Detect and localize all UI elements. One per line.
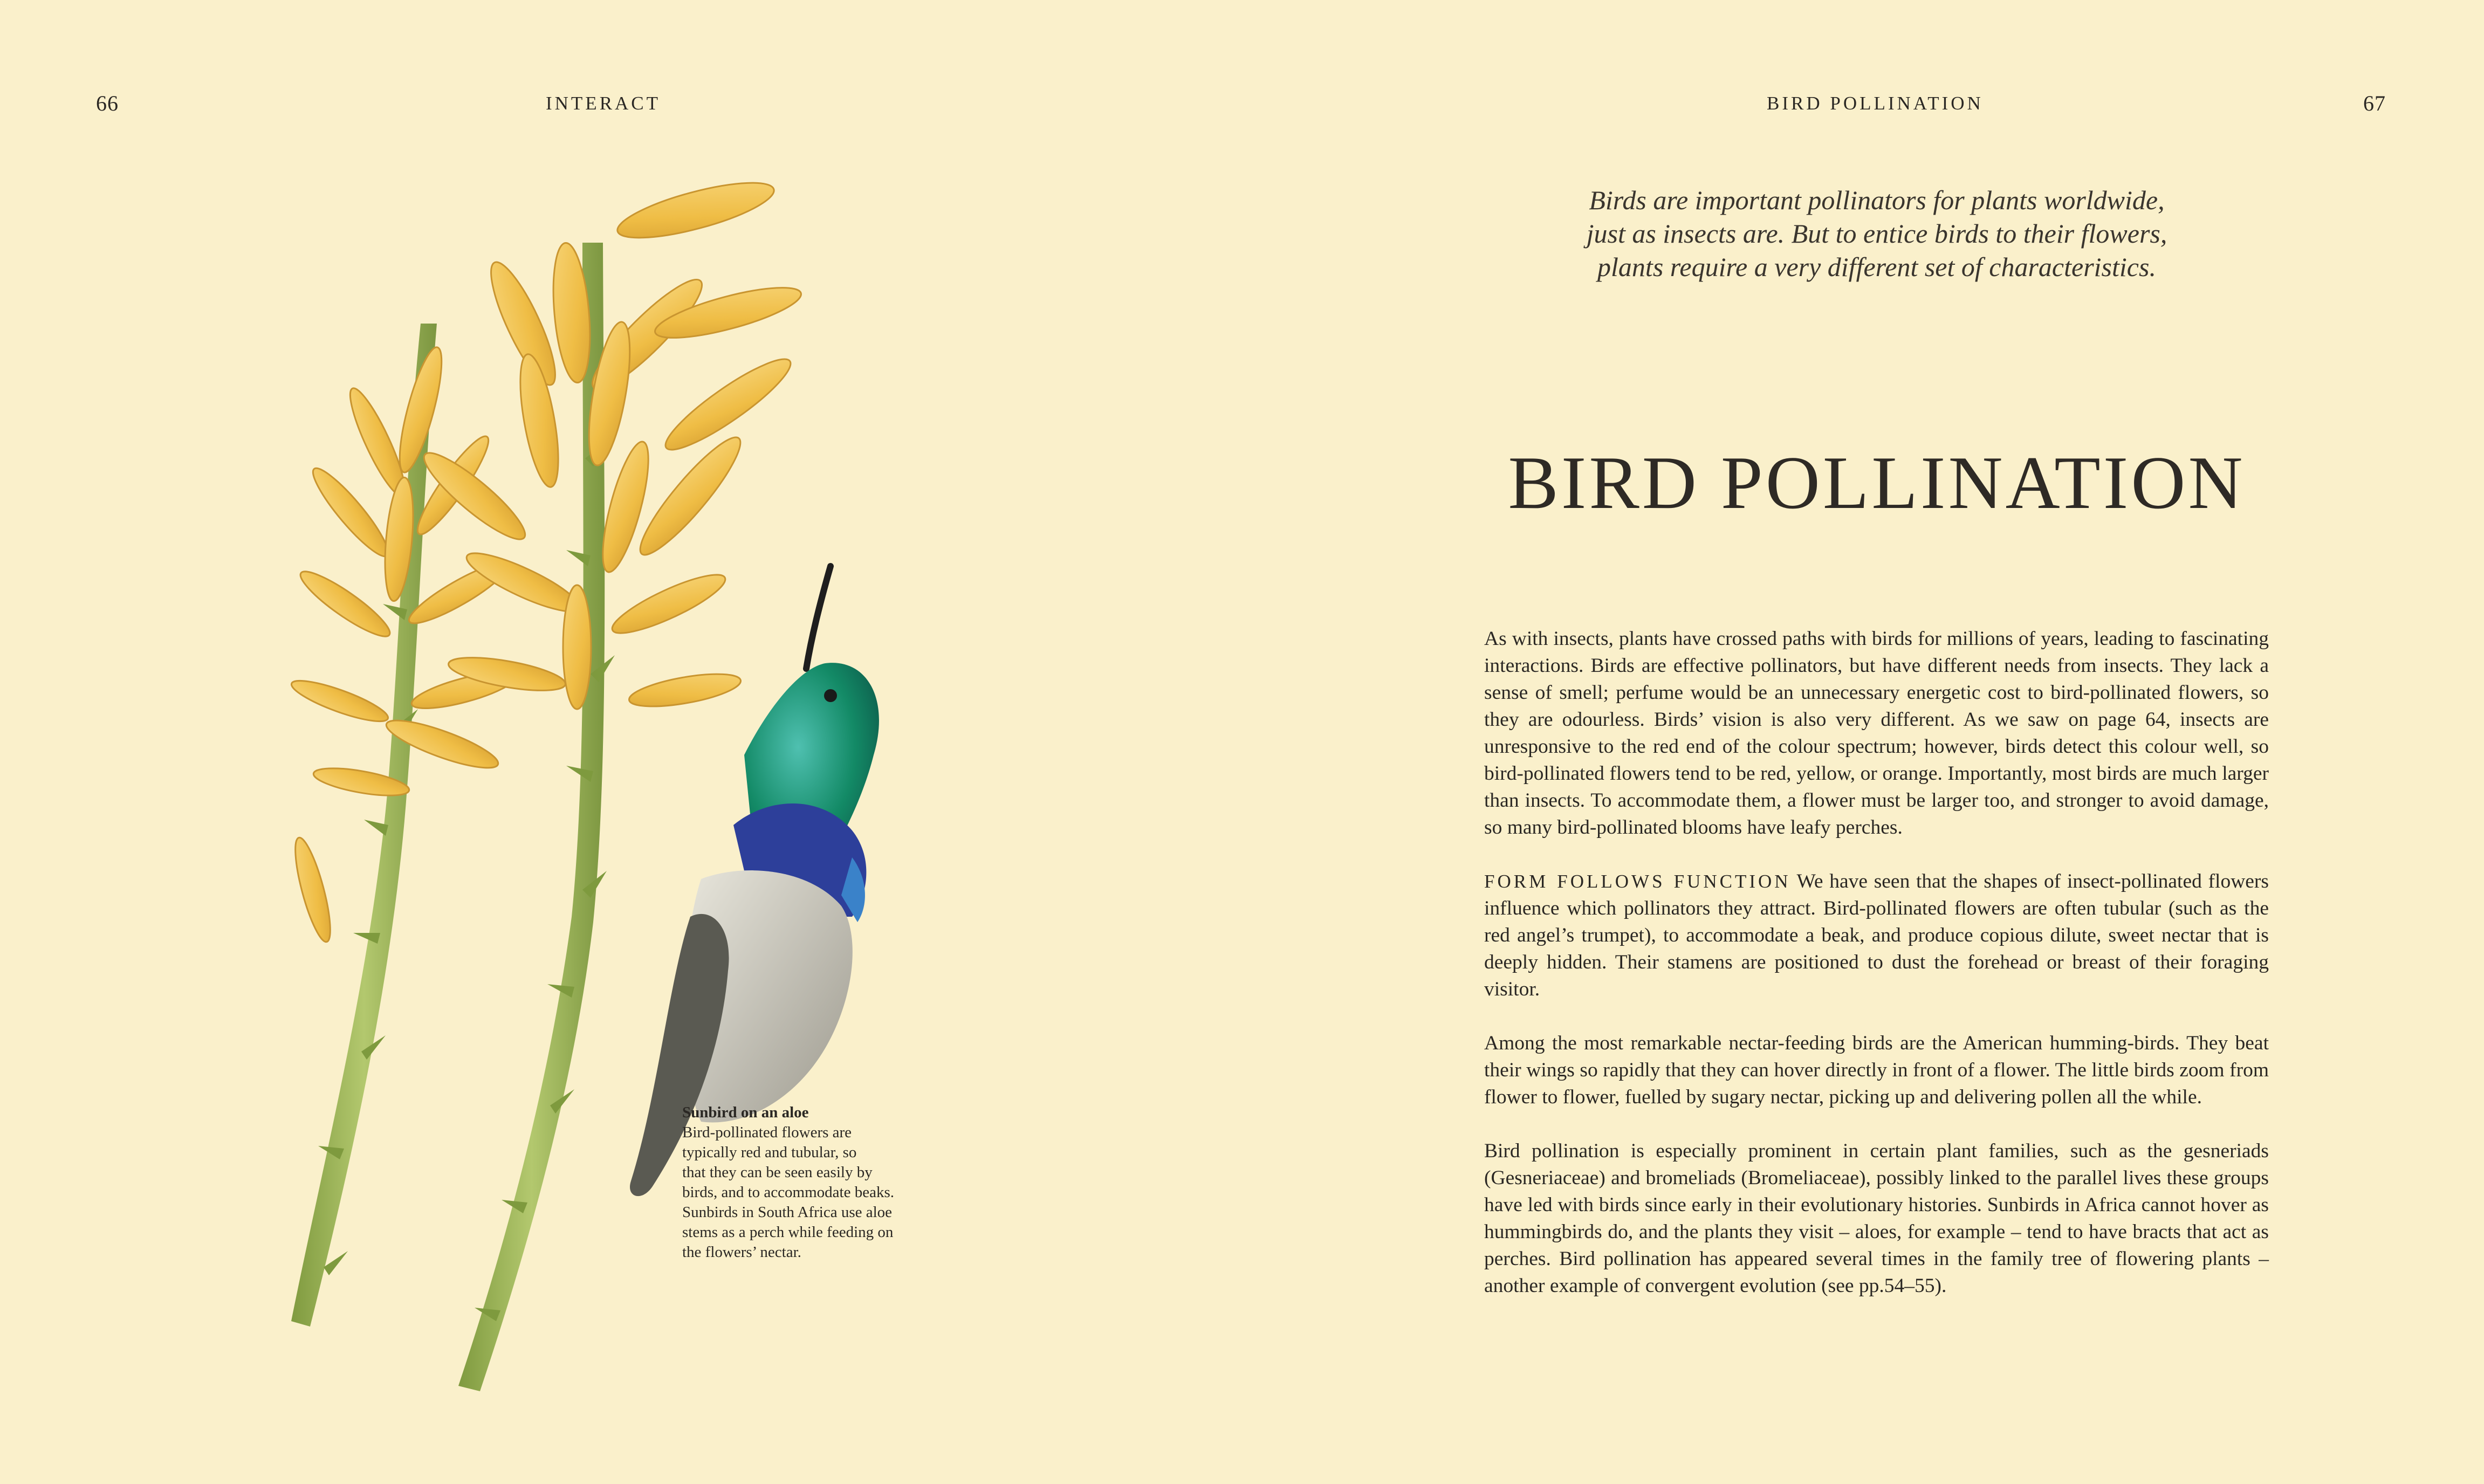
- caption-line: birds, and to accommodate beaks.: [682, 1184, 894, 1201]
- caption-line: that they can be seen easily by: [682, 1164, 873, 1181]
- intro-standfirst: [1467, 183, 2287, 284]
- caption-line: the flowers’ nectar.: [682, 1243, 801, 1261]
- intro-line: just as insects are. But to entice birds to their flowers,: [1586, 218, 2167, 249]
- page-number-left: 66: [96, 91, 119, 115]
- caption-line: stems as a perch while feeding on: [682, 1224, 894, 1241]
- page-title: BIRD POLLINATION: [1508, 441, 2246, 525]
- body-paragraph: Among the most remarkable nectar-feeding birds are the American humming-birds. They beat their wings so rapidly that they can hover directly in front of a flower. The little birds zoom from flower to flower, fuelled by sugary nectar, picking up and delivering pollen all the while.: [1484, 1032, 2269, 1108]
- running-head-right: BIRD POLLINATION: [1767, 93, 1984, 114]
- body-paragraph: Bird pollination is especially prominent in certain plant families, such as the gesneriads (Gesneriaceae) and bromeliads (Bromeliaceae), possibly linked to the parallel lives these groups have led with birds since early in their evolutionary histories. Sunbirds in Africa cannot hover as hummingbirds do, and the plants they visit – aloes, for example – tend to have bracts that act as perches. Bird pollination has appeared several times in the family tree of flowering plants – another example of convergent evolution (see pp.54–55).: [1484, 1140, 2269, 1297]
- caption-title: Sunbird on an aloe: [682, 1104, 809, 1121]
- body-paragraph: As with insects, plants have crossed paths with birds for millions of years, leading to fascinating interactions. Birds are effective pollinators, but have different needs from insects. They lack a sense of smell; perfume would be an unnecessary energetic cost to bird-pollinated flowers, so they are odourless. Birds’ vision is also very different. As we saw on page 64, insects are unresponsive to the red end of the colour spectrum; however, birds detect this colour well, so bird-pollinated flowers tend to be red, yellow, or orange. Importantly, most birds are much larger than insects. To accommodate them, a flower must be larger too, and stronger to avoid damage, so many bird-pollinated blooms have leafy perches.: [1484, 628, 2269, 839]
- running-head-left: INTERACT: [546, 93, 661, 114]
- sunbird: [630, 566, 879, 1196]
- page-number-right: 67: [2363, 91, 2386, 115]
- caption-line: typically red and tubular, so: [682, 1144, 857, 1161]
- caption-line: Sunbirds in South Africa use aloe: [682, 1204, 893, 1221]
- intro-line: Birds are important pollinators for plants worldwide,: [1589, 185, 2165, 215]
- body-paragraph: [1484, 868, 2269, 1003]
- body-paragraph-text: We have seen that the shapes of insect-pollinated flowers influence which pollinators they attract. Bird-pollinated flowers are often tubular (such as the red angel’s trumpet), to accommodate a beak, and produce copious dilute, sweet nectar that is deeply hidden. Their stamens are positioned to dust the forehead or breast of their foraging visitor.: [1484, 870, 2269, 1000]
- figure-caption: [682, 1103, 963, 1262]
- body-text: [1484, 626, 2269, 1327]
- caption-line: Bird-pollinated flowers are: [682, 1124, 852, 1141]
- aloe-stems: [291, 243, 615, 1391]
- run-in-heading: FORM FOLLOWS FUNCTION: [1484, 871, 1791, 892]
- intro-line: plants require a very different set of characteristics.: [1597, 252, 2156, 282]
